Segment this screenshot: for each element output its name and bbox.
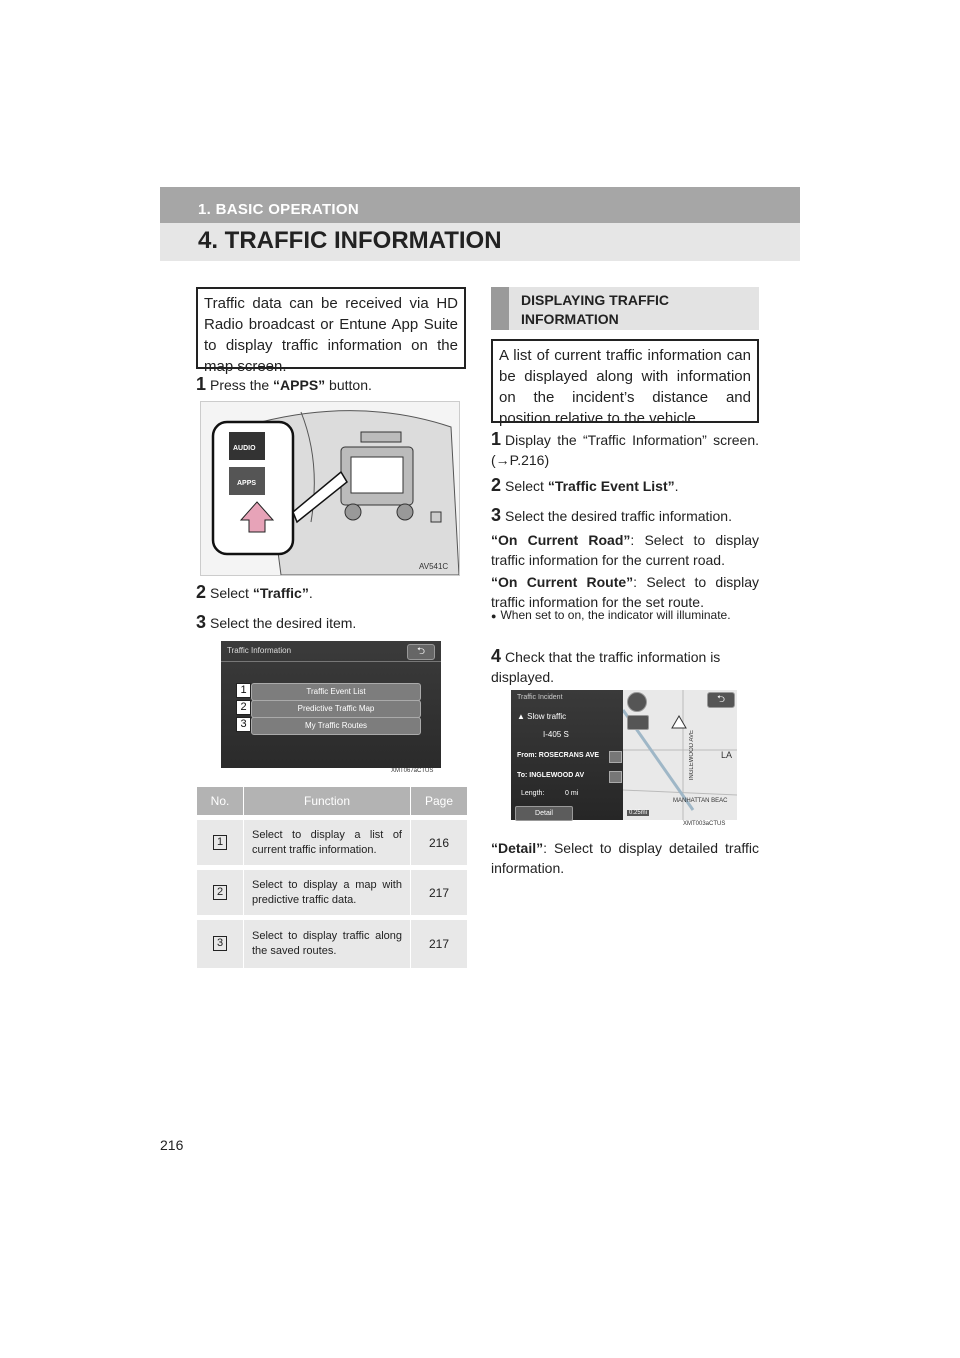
divider <box>221 661 441 662</box>
compass-icon[interactable] <box>627 692 647 712</box>
row-number-box: 3 <box>213 936 227 951</box>
dashboard-illustration <box>201 402 459 575</box>
event-label: Slow traffic <box>527 712 567 721</box>
step-text: Display the “Traffic Information” screen. (→P.216) <box>491 432 759 468</box>
intro-text: Traffic data can be received via HD Radio broadcast or Entune App Suite to display traffic information on the map screen. <box>204 295 458 375</box>
row-number-box: 2 <box>213 885 227 900</box>
intro-box <box>196 287 466 375</box>
step-text: Press the <box>210 377 274 393</box>
step-3 <box>196 612 476 633</box>
figure-code: XMT003aCTUS <box>683 821 726 827</box>
to-map-button[interactable] <box>609 771 622 783</box>
step-number: 3 <box>196 612 207 632</box>
callout-1: 1 <box>236 683 251 698</box>
step-text: Select <box>210 585 253 601</box>
on-current-route-note <box>491 572 759 612</box>
section-label: 1. BASIC OPERATION <box>198 201 359 218</box>
to-location: To: INGLEWOOD AV <box>517 772 585 779</box>
traffic-event-list-button[interactable]: Traffic Event List <box>251 683 421 701</box>
audio-button-label: AUDIO <box>233 445 256 452</box>
step-text: Check that the traffic information is displayed. <box>491 649 721 685</box>
street-label: LA <box>721 750 733 760</box>
row-no <box>197 818 244 868</box>
function-table <box>197 787 467 968</box>
road-name: I-405 S <box>543 730 569 739</box>
on-current-road-key: “On Current Road” <box>491 532 631 548</box>
callout-2: 2 <box>236 700 251 715</box>
step-text: . <box>674 478 679 494</box>
step-number: 4 <box>491 646 502 666</box>
map-scale: 0.25mi <box>629 810 648 816</box>
predictive-traffic-map-button[interactable]: Predictive Traffic Map <box>251 700 421 718</box>
step-number: 2 <box>491 475 502 495</box>
row-function: Select to display a map with predictive traffic data. <box>244 868 411 918</box>
step-1 <box>196 374 476 395</box>
right-step-4 <box>491 646 759 687</box>
step-number: 3 <box>491 505 502 525</box>
on-current-route-key: “On Current Route” <box>491 574 634 590</box>
subsection-heading <box>491 287 759 330</box>
row-page: 216 <box>411 818 468 868</box>
length-label: Length: <box>521 790 545 797</box>
on-current-road-note <box>491 530 759 570</box>
street-label: MANHATTAN BEAC <box>673 798 728 804</box>
traffic-event-list-key: “Traffic Event List” <box>547 478 675 494</box>
col-page: Page <box>411 787 468 818</box>
right-step-3 <box>491 505 759 526</box>
step-text: . <box>308 585 313 601</box>
table-row <box>197 818 467 868</box>
page-number: 216 <box>160 1137 184 1153</box>
bullet-icon: ● <box>491 611 497 621</box>
detail-button[interactable]: Detail <box>515 806 573 821</box>
step-2 <box>196 582 476 603</box>
map-panel <box>623 690 737 820</box>
step-text: Select <box>505 478 548 494</box>
route-toggle-icon[interactable] <box>627 715 649 730</box>
right-step-1 <box>491 429 759 470</box>
callout-3: 3 <box>236 717 251 732</box>
page-title: 4. TRAFFIC INFORMATION <box>198 227 502 254</box>
traffic-key-label: “Traffic” <box>252 585 309 601</box>
table-row <box>197 918 467 968</box>
street-label: INGLEWOOD AVE <box>689 730 695 781</box>
col-function: Function <box>244 787 411 818</box>
row-no <box>197 918 244 968</box>
table-header-row <box>197 787 467 818</box>
traffic-incident-screen <box>511 690 737 830</box>
detail-note <box>491 838 759 878</box>
back-button[interactable]: ⮌ <box>407 644 435 660</box>
apps-key-label: “APPS” <box>273 377 326 393</box>
step-number: 1 <box>491 429 502 449</box>
chapter-title-bar <box>160 223 800 261</box>
event-type <box>517 712 566 721</box>
subsection-title: DISPLAYING TRAFFIC INFORMATION <box>521 292 670 327</box>
indicator-bullet <box>491 607 759 624</box>
my-traffic-routes-button[interactable]: My Traffic Routes <box>251 717 421 735</box>
figure-code: AV541C <box>419 562 449 571</box>
step-number: 1 <box>196 374 207 394</box>
row-page: 217 <box>411 868 468 918</box>
heading-tab <box>491 287 509 330</box>
row-no <box>197 868 244 918</box>
step-text: Select the desired traffic information. <box>505 508 732 524</box>
from-location: From: ROSECRANS AVE <box>517 752 600 759</box>
length-value: 0 mi <box>565 790 579 797</box>
row-page: 217 <box>411 918 468 968</box>
step-text: Select the desired item. <box>210 615 357 631</box>
row-number-box: 1 <box>213 835 227 850</box>
figure-code: XMT067aCTUS <box>391 768 434 774</box>
right-step-2 <box>491 475 759 496</box>
right-intro-box <box>491 339 759 427</box>
section-header <box>160 187 800 223</box>
screen-title: Traffic Incident <box>517 694 563 701</box>
screen-title: Traffic Information <box>227 646 292 655</box>
note-text: : Select to display traffic information for the current road. <box>491 532 759 568</box>
dashboard-figure <box>200 401 460 576</box>
note-text: : Select to display detailed traffic information. <box>491 840 759 876</box>
col-no: No. <box>197 787 244 818</box>
apps-button-label: APPS <box>237 480 257 487</box>
note-text: : Select to display traffic information for the set route. <box>491 574 759 610</box>
table-row <box>197 868 467 918</box>
warning-icon: ▲ <box>517 712 528 721</box>
traffic-info-screen <box>221 641 441 776</box>
right-intro-text: A list of current traffic information can be displayed along with information on the incident’s distance and position relative to the vehicle. <box>499 347 751 427</box>
back-button[interactable]: ⮌ <box>707 692 735 708</box>
bullet-text: When set to on, the indicator will illuminate. <box>500 608 731 622</box>
step-number: 2 <box>196 582 207 602</box>
step-text: button. <box>325 377 372 393</box>
from-map-button[interactable] <box>609 751 622 763</box>
row-function: Select to display traffic along the saved routes. <box>244 918 411 968</box>
detail-key: “Detail” <box>491 840 544 856</box>
row-function: Select to display a list of current traffic information. <box>244 818 411 868</box>
